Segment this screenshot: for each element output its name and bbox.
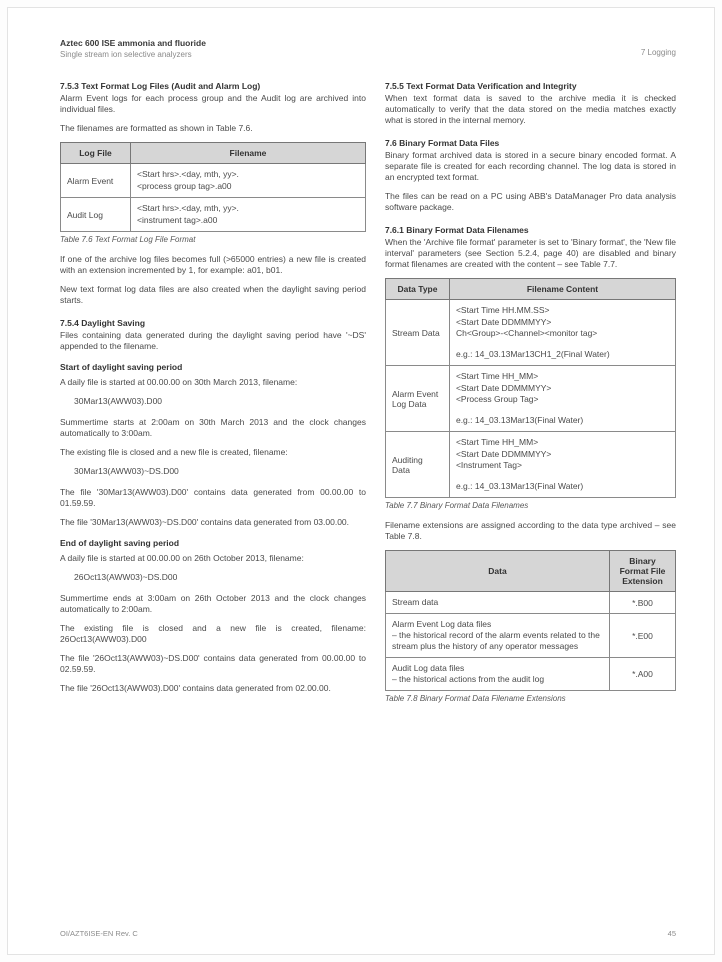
doc-title: Aztec 600 ISE ammonia and fluoride <box>60 38 206 48</box>
table-row <box>385 614 675 658</box>
paragraph: The file '30Mar13(AWW03).D00' contains data generated from 00.00.00 to 01.59.59. <box>60 487 366 508</box>
data-description: – the historical record of the alarm events related to the stream plus the history of any operator messages <box>391 630 600 651</box>
paragraph: Filename extensions are assigned according to the data type archived – see Table 7.8. <box>384 520 676 541</box>
table-row <box>61 164 366 198</box>
table-row <box>385 658 675 691</box>
paragraph: The filenames are formatted as shown in Table 7.6. <box>60 123 253 133</box>
paragraph: The file '30Mar13(AWW03)~DS.D00' contains data generated from 03.00.00. <box>60 517 350 527</box>
data-title: Stream data <box>391 597 439 607</box>
right-column <box>385 81 676 713</box>
cell-filename-content <box>449 432 675 498</box>
filename-line: <Instrument Tag> <box>455 460 522 470</box>
filename-example: 26Oct13(AWW03)~DS.D00 <box>74 572 178 582</box>
column-header-data-type: Data Type <box>385 279 449 300</box>
cell-log-file: Alarm Event <box>61 164 131 198</box>
filename-line: <Start Date DDMMMYY> <box>455 316 552 327</box>
paragraph: A daily file is started at 00.00.00 on 26th October 2013, filename: <box>60 553 304 563</box>
paragraph: If one of the archive log files becomes full (>65000 entries) a new file is created with an extension incremented by 1, for example: a01, b01. <box>60 254 366 275</box>
subheading-end-dst: End of daylight saving period <box>60 538 180 548</box>
column-header-log-file: Log File <box>61 143 131 164</box>
table-row <box>385 300 675 366</box>
data-title: Alarm Event Log data files <box>391 619 492 629</box>
paragraph: Files containing data generated during the daylight saving period have '~DS' appended to the filename. <box>60 330 366 351</box>
table-caption: Table 7.6 Text Format Log File Format <box>60 235 196 244</box>
table-header-row <box>385 551 675 592</box>
heading-7-6: 7.6 Binary Format Data Files <box>384 138 500 148</box>
table-row <box>385 592 675 614</box>
cell-data <box>385 658 609 691</box>
filename-line: <Start hrs>.<day, mth, yy>. <box>137 203 239 213</box>
paragraph: Binary format archived data is stored in a secure binary encoded format. A separate file is created for each recording channel. The log data is stored in an encrypted text format. <box>384 150 676 182</box>
cell-filename-content <box>449 300 675 366</box>
filename-line: <Start Date DDMMMYY> <box>455 448 552 459</box>
filename-line: <Start hrs>.<day, mth, yy>. <box>137 169 239 179</box>
paragraph: When the 'Archive file format' parameter is set to 'Binary format', the 'New file interval' parameters (see Section 5.2.4, page 40) are disabled and binary format filenames are created with the content – see Table 7.7. <box>384 237 676 269</box>
filename-line: <Start Date DDMMMYY> <box>455 382 552 393</box>
table-caption: Table 7.8 Binary Format Data Filename Extensions <box>384 694 566 703</box>
cell-filename <box>131 164 366 198</box>
column-header-data: Data <box>385 551 609 592</box>
cell-filename-content <box>449 366 675 432</box>
cell-filename <box>131 198 366 232</box>
table-row <box>61 198 366 232</box>
filename-example: 30Mar13(AWW03).D00 <box>74 396 163 406</box>
filename-example-line: e.g.: 14_03.13Mar13(Final Water) <box>455 480 584 491</box>
paragraph: A daily file is started at 00.00.00 on 30th March 2013, filename: <box>60 377 298 387</box>
data-description: – the historical actions from the audit log <box>391 674 545 684</box>
filename-line: Ch<Group>-<Channel><monitor tag> <box>455 328 598 338</box>
filename-line: <instrument tag>.a00 <box>137 214 218 225</box>
heading-7-6-1: 7.6.1 Binary Format Data Filenames <box>384 225 529 235</box>
table-header-row <box>61 143 366 164</box>
filename-example-line: e.g.: 14_03.13Mar13(Final Water) <box>455 414 584 425</box>
table-caption: Table 7.7 Binary Format Data Filenames <box>384 501 529 510</box>
subheading-start-dst: Start of daylight saving period <box>60 362 183 372</box>
table-row <box>385 366 675 432</box>
cell-log-file: Audit Log <box>61 198 131 232</box>
paragraph: The file '26Oct13(AWW03).D00' contains data generated from 02.00.00. <box>60 683 331 693</box>
filename-line: <Process Group Tag> <box>455 394 539 404</box>
paragraph: Summertime starts at 2:00am on 30th March 2013 and the clock changes automatically to 3:00am. <box>60 417 366 438</box>
filename-example-line: e.g.: 14_03.13Mar13CH1_2(Final Water) <box>455 348 610 359</box>
cell-data-type: Auditing Data <box>385 432 449 498</box>
paragraph: The files can be read on a PC using ABB's DataManager Pro data analysis software package. <box>384 191 676 212</box>
header-left <box>60 38 206 59</box>
doc-subtitle: Single stream ion selective analyzers <box>60 50 192 59</box>
paragraph: New text format log data files are also created when the daylight saving period starts. <box>60 284 366 305</box>
cell-data <box>385 614 609 658</box>
cell-extension: *.B00 <box>610 592 676 614</box>
filename-example: 30Mar13(AWW03)~DS.D00 <box>74 466 179 476</box>
filename-line: <Start Time HH.MM.SS> <box>455 305 550 315</box>
heading-7-5-3: 7.5.3 Text Format Log Files (Audit and Alarm Log) <box>60 81 261 91</box>
two-column-body <box>60 81 676 713</box>
cell-extension: *.E00 <box>610 614 676 658</box>
text-format-log-table <box>60 142 366 232</box>
paragraph: The existing file is closed and a new file is created, filename: 26Oct13(AWW03).D00 <box>60 623 366 644</box>
footer-page-number: 45 <box>667 929 676 938</box>
paragraph: The existing file is closed and a new file is created, filename: <box>60 447 288 457</box>
filename-line: <Start Time HH_MM> <box>455 437 539 447</box>
cell-data-type: Stream Data <box>385 300 449 366</box>
paragraph: The file '26Oct13(AWW03)~DS.D00' contains data generated from 00.00.00 to 02.59.59. <box>60 653 366 674</box>
cell-data-type: Alarm Event Log Data <box>385 366 449 432</box>
paragraph: When text format data is saved to the archive media it is checked automatically to verify that the data stored on the media matches exactly what is stored in the internal memory. <box>384 93 676 125</box>
binary-filenames-table <box>385 278 676 498</box>
page-header <box>60 38 676 59</box>
column-header-filename-content: Filename Content <box>449 279 675 300</box>
cell-extension: *.A00 <box>610 658 676 691</box>
paragraph: Alarm Event logs for each process group and the Audit log are archived into individual files. <box>60 93 366 114</box>
filename-line: <Start Time HH_MM> <box>455 371 539 381</box>
footer-doc-number: OI/AZT6ISE-EN Rev. C <box>60 929 138 938</box>
column-header-filename: Filename <box>131 143 366 164</box>
filename-line: <process group tag>.a00 <box>137 180 232 191</box>
chapter-label: 7 Logging <box>640 48 676 57</box>
paragraph: Summertime ends at 3:00am on 26th October 2013 and the clock changes automatically to 2:00am. <box>60 593 366 614</box>
manual-page <box>7 7 715 955</box>
heading-7-5-4: 7.5.4 Daylight Saving <box>60 318 146 328</box>
cell-data <box>385 592 609 614</box>
table-row <box>385 432 675 498</box>
left-column <box>60 81 366 713</box>
data-title: Audit Log data files <box>391 663 465 673</box>
table-header-row <box>385 279 675 300</box>
column-header-extension: Binary Format File Extension <box>610 551 676 592</box>
binary-extensions-table <box>385 550 676 691</box>
page-footer <box>60 929 676 938</box>
heading-7-5-5: 7.5.5 Text Format Data Verification and Integrity <box>384 81 577 91</box>
